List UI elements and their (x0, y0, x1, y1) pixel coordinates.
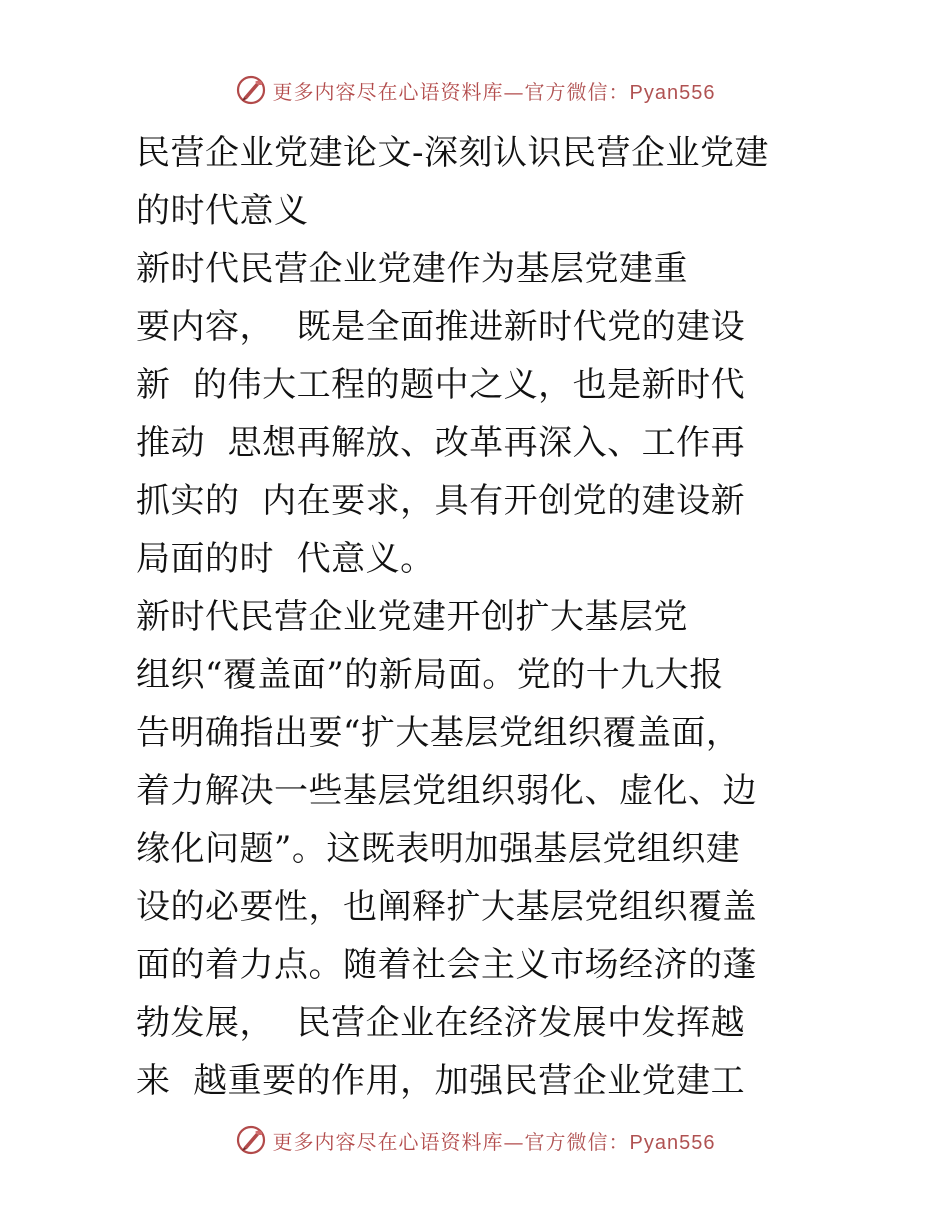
banner-wechat-id: Pyan556 (629, 81, 716, 104)
paragraph-line: 缘化问题”。这既表明加强基层党组织建 (136, 829, 741, 869)
banner-dash: — (503, 1129, 525, 1154)
header-banner (0, 70, 950, 110)
footer-banner (0, 1120, 950, 1160)
paragraph-line: 告明确指出要“扩大基层党组织覆盖面， (136, 713, 741, 753)
document-title-line-1: 民营企业党建论文-深刻认识民营企业党建 (136, 133, 769, 173)
banner-official-label: 官方微信： (524, 79, 630, 104)
paragraph-line: 推动 思想再解放、改革再深入、工作再 (136, 423, 746, 463)
document-title-line-2: 的时代意义 (136, 191, 309, 231)
paragraph-line: 勃发展， 民营企业在经济发展中发挥越 (136, 1003, 746, 1043)
document-body (136, 124, 836, 1110)
paragraph-line: 组织“覆盖面”的新局面。党的十九大报 (136, 655, 724, 695)
banner-site-name: 更多内容尽在心语资料库 (272, 79, 504, 104)
banner-wechat-id: Pyan556 (629, 1131, 716, 1154)
paragraph-line: 局面的时 代意义。 (136, 539, 435, 579)
paragraph-line: 设的必要性，也阐释扩大基层党组织覆盖 (136, 887, 757, 927)
paragraph-line: 抓实的 内在要求，具有开创党的建设新 (136, 481, 746, 521)
banner-official-label: 官方微信： (524, 1129, 630, 1154)
banner-text (273, 76, 716, 105)
banner-site-name: 更多内容尽在心语资料库 (272, 1129, 504, 1154)
banner-text (273, 1126, 716, 1155)
paragraph-line: 新时代民营企业党建开创扩大基层党 (136, 597, 688, 637)
paragraph-line: 来 越重要的作用，加强民营企业党建工 (136, 1061, 746, 1101)
quill-pen-logo-icon (235, 1124, 267, 1156)
paragraph-line: 面的着力点。随着社会主义市场经济的蓬 (136, 945, 757, 985)
banner-dash: — (503, 79, 525, 104)
quill-pen-logo-icon (235, 74, 267, 106)
paragraph-line: 要内容， 既是全面推进新时代党的建设 (136, 307, 746, 347)
paragraph-line: 着力解决一些基层党组织弱化、虚化、边 (136, 771, 757, 811)
paragraph-line: 新时代民营企业党建作为基层党建重 (136, 249, 688, 289)
paragraph-line: 新 的伟大工程的题中之义，也是新时代 (136, 365, 746, 405)
